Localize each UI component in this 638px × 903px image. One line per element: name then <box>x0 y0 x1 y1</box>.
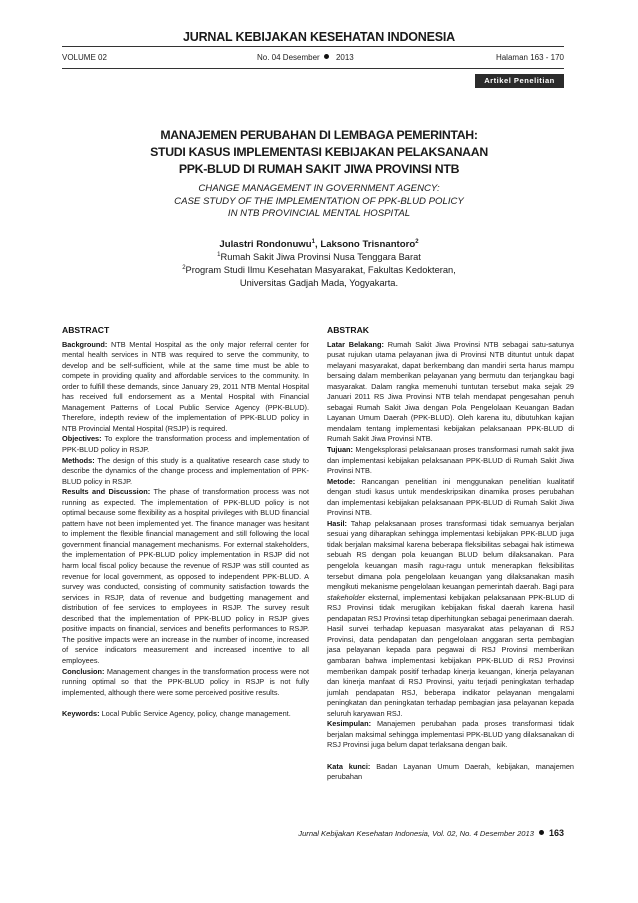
bullet-icon <box>539 830 544 835</box>
section-text: To explore the transformation process and implementation of PPK-BLUD policy in RSJP. <box>62 434 309 455</box>
section-text: Badan Layanan Umum Daerah, kebijakan, manajemen perubahan <box>327 761 574 782</box>
page-range: Halaman 163 - 170 <box>495 53 564 62</box>
section-label: Conclusion: <box>62 666 105 676</box>
title-line: PPK-BLUD DI RUMAH SAKIT JIWA PROVINSI NTB <box>178 162 460 176</box>
affiliation-mark: 2 <box>182 265 186 271</box>
affiliation-text: Program Studi Ilmu Kesehatan Masyarakat, Fakultas Kedokteran, <box>185 265 456 276</box>
author-affiliation-mark: 1 <box>311 239 315 245</box>
section-text: Management changes in the transformation process were not running optimal so that the PPK-BLUD policy in RSJP is not fully implemented, although there were some perceived positive results. <box>62 666 309 697</box>
abstract-paragraph <box>327 519 574 719</box>
article-type-badge: Artikel Penelitian <box>475 74 564 88</box>
keywords <box>62 709 309 720</box>
issue-year: 2013 <box>335 53 354 62</box>
page-number: 163 <box>548 828 564 838</box>
issue-label <box>257 53 354 62</box>
author-name: Julastri Rondonuwu <box>219 239 312 251</box>
section-text: eksternal, implementasi kebijakan pelaksanaan PPK-BLUD di RSJ Provinsi tidak merugikan kebijakan fiskal daerah karena hasil pendapatan RSJ Provinsi tetap diperhitungkan sebagai penerimaan daerah. Hasil survei terhadap kepuasan masyarakat atas pelayanan di RSJ Provinsi, data pendapatan dan pengelolaan anggaran serta pembagian jasa pelayanan kepada para pegawai di RSJ Provinsi memberikan gambaran bahwa implementasi kebijakan PPK-BLUD di RSJ Provinsi memberikan dampak positif terhadap kinerja keuangan, kinerja pelayanan dan kinerja manfaat di RSJ Provinsi, yaitu terjadi peningkatan terhadap jumlah pendapatan RSJ, beberapa indikator pelayanan mengalami peningkatan dan peningkatan terhadap pembagian jasa pelayanan kepada seluruh karyawan RSJ. <box>327 592 575 718</box>
section-text: NTB Mental Hospital as the only major referral center for mental health services in NTB was required to serve the community, to develop and be self-sufficient, while at the same time must be able to compete in providing quality and affordable services to the community. In order to fulfill these demands, since January 29, 2011 NTB Mental Hospital has received full endorsement as a Mental Hospital with Financial Management Patterns of Local Public Service Agency (PPK-BLUD). Therefore, indepth review of the implementation of PPK-BLUD policy in NTB Provincial Mental Hospital (RSJP) is required. <box>62 339 309 433</box>
author-name: Laksono Trisnantoro <box>320 239 416 251</box>
abstract-paragraph <box>327 445 574 477</box>
affiliation-text: Rumah Sakit Jiwa Provinsi Nusa Tenggara Barat <box>220 252 421 263</box>
section-label: Methods: <box>62 455 95 465</box>
abstract-paragraph <box>62 434 309 455</box>
author-affiliation-mark: 2 <box>415 239 419 245</box>
journal-title: JURNAL KEBIJAKAN KESEHATAN INDONESIA <box>183 30 455 44</box>
header-rule-top <box>62 46 564 47</box>
section-label: Tujuan: <box>327 445 353 455</box>
abstract-paragraph <box>62 456 309 488</box>
abstract-heading: ABSTRACT <box>62 325 110 335</box>
abstract-heading: ABSTRAK <box>327 325 370 335</box>
english-title-line: IN NTB PROVINCIAL MENTAL HOSPITAL <box>227 208 411 219</box>
header-meta-row <box>62 53 564 65</box>
section-label: Kesimpulan: <box>327 719 372 729</box>
volume-label: VOLUME 02 <box>62 53 107 62</box>
abstract-paragraph <box>62 667 309 699</box>
author-list <box>100 239 538 250</box>
abstract-english <box>62 325 309 720</box>
affiliation-2 <box>100 265 538 275</box>
section-text: The phase of transformation process was not running as expected. The implementation of PPK-BLUD policy is not optimal because some flexibility as a hospital privileges with BLUD financial pattern have not been implemented yet. The finance manager was hesitant to implement the flexible financial management and still following the local government financial management mechanisms. For external stakeholders, the implementation of PPK-BLUD policy implementation in RSJP did not harm local fiscal policy because the revenue of RSJP was still counted as revenue for local government, as opposed to independent PPK-BLUD. A survey was conducted, consisting of community satisfaction towards the services in RSJP, data of revenue and budgetting management and distribution of fee services to employees in RSJP. The survey result described that the implementation of PPK-BLUD policy in RSJP gives positive impacts on financial, services and benefits performances to RSJP. The positive impacts were an increase in the number of income, increased of service indicators measurement and increased incentive to all employees. <box>62 487 309 665</box>
section-label: Kata kunci: <box>327 761 371 771</box>
section-text: Manajemen perubahan pada proses transformasi tidak berjalan maksimal sehingga implementasi PPK-BLUD yang dilaksanakan di RSJ Provinsi juga belum dapat terlaksana dengan baik. <box>327 719 574 750</box>
keywords <box>327 762 574 783</box>
issue-number: No. 04 Desember <box>257 53 320 62</box>
affiliation-2-cont: Universitas Gadjah Mada, Yogyakarta. <box>239 278 399 288</box>
article-title <box>100 127 538 178</box>
section-label: Results and Discussion: <box>62 487 151 497</box>
section-text: Mengeksplorasi pelaksanaan proses transformasi rumah sakit jiwa dan implementasi kebijakan pelaksanaan PPK-BLUD di Rumah Sakit Jiwa Provinsi NTB. <box>327 445 574 476</box>
abstract-paragraph <box>62 487 309 666</box>
section-label: Metode: <box>327 476 356 486</box>
title-line: STUDI KASUS IMPLEMENTASI KEBIJAKAN PELAKSANAAN <box>150 145 488 159</box>
section-text: Rancangan penelitian ini menggunakan penelitian kualitatif dengan studi kasus untuk mendeskripsikan dinamika proses perubahan dan implementasi kebijakan pelaksanaan PPK-BLUD di Rumah Sakit Jiwa Provinsi NTB. <box>327 476 574 518</box>
abstract-indonesian <box>327 325 574 783</box>
header-rule-bottom <box>62 68 564 69</box>
section-label: Keywords: <box>62 709 100 719</box>
section-label: Objectives: <box>62 434 102 444</box>
section-text: The design of this study is a qualitative research case study to describe the dynamics of the change process and implementation of PPK-BLUD policy in RSJP. <box>62 455 309 486</box>
author-separator: , <box>314 239 321 251</box>
footer-citation: Jurnal Kebijakan Kesehatan Indonesia, Vol. 02, No. 4 Desember 2013 <box>298 829 534 838</box>
section-label: Background: <box>62 339 108 349</box>
title-line: MANAJEMEN PERUBAHAN DI LEMBAGA PEMERINTAH: <box>160 128 478 142</box>
section-label: Hasil: <box>327 518 347 528</box>
section-text: Tahap pelaksanaan proses transformasi tidak semuanya berjalan sesuai yang diharapkan sehingga implementasi kebijakan PPK-BLUD juga tidak berjalan maksimal karena beberapa fleksibilitas sebagai hak istimewa sebuah RS dengan pola keuangan BLUD belum dilaksanakan. Para pengelola keuangan masih ragu-ragu untuk menerapkan fleksibilitas tersebut dimana pola pengelolaan keuangan yang dilaksanakan masih mengikuti mekanisme pengelolaan keuangan pemerintah daerah. Bagi para <box>327 518 574 592</box>
section-text: Rumah Sakit Jiwa Provinsi NTB sebagai satu-satunya pusat rujukan utama pelayanan jiwa di Provinsi NTB dituntut untuk dapat melayani masyarakat, dapat berkembang dan mandiri serta harus mampu bersaing dalam memberikan pelayanan yang bermutu dan terjangkau bagi masyarakat. Dalam rangka memenuhi tuntutan tersebut maka sejak 29 Januari 2011 RS Jiwa Provinsi NTB telah mendapat pengesahan penuh sebagai Rumah Sakit Jiwa dengan Pola Pengelolaan Keuangan Badan Layanan Umum Daerah (PPK-BLUD). Oleh karena itu, dibutuhkan kajian mendalam tentang implementasi kebijakan pelaksanaan PPK-BLUD di Rumah Sakit Jiwa Provinsi NTB. <box>327 339 574 444</box>
affiliation-1 <box>100 252 538 262</box>
english-title <box>100 183 538 221</box>
page-footer <box>298 828 564 838</box>
english-title-line: CHANGE MANAGEMENT IN GOVERNMENT AGENCY: <box>198 183 440 194</box>
section-label: Latar Belakang: <box>327 339 384 349</box>
bullet-icon <box>324 54 329 59</box>
abstract-paragraph <box>327 477 574 519</box>
english-title-line: CASE STUDY OF THE IMPLEMENTATION OF PPK-BLUD POLICY <box>174 195 464 207</box>
section-text-italic: stakeholder <box>327 592 365 602</box>
abstract-paragraph <box>327 719 574 751</box>
section-text: Local Public Service Agency, policy, change management. <box>101 709 291 719</box>
abstract-paragraph <box>62 340 309 435</box>
affiliation-mark: 1 <box>217 252 221 258</box>
abstract-paragraph <box>327 340 574 445</box>
